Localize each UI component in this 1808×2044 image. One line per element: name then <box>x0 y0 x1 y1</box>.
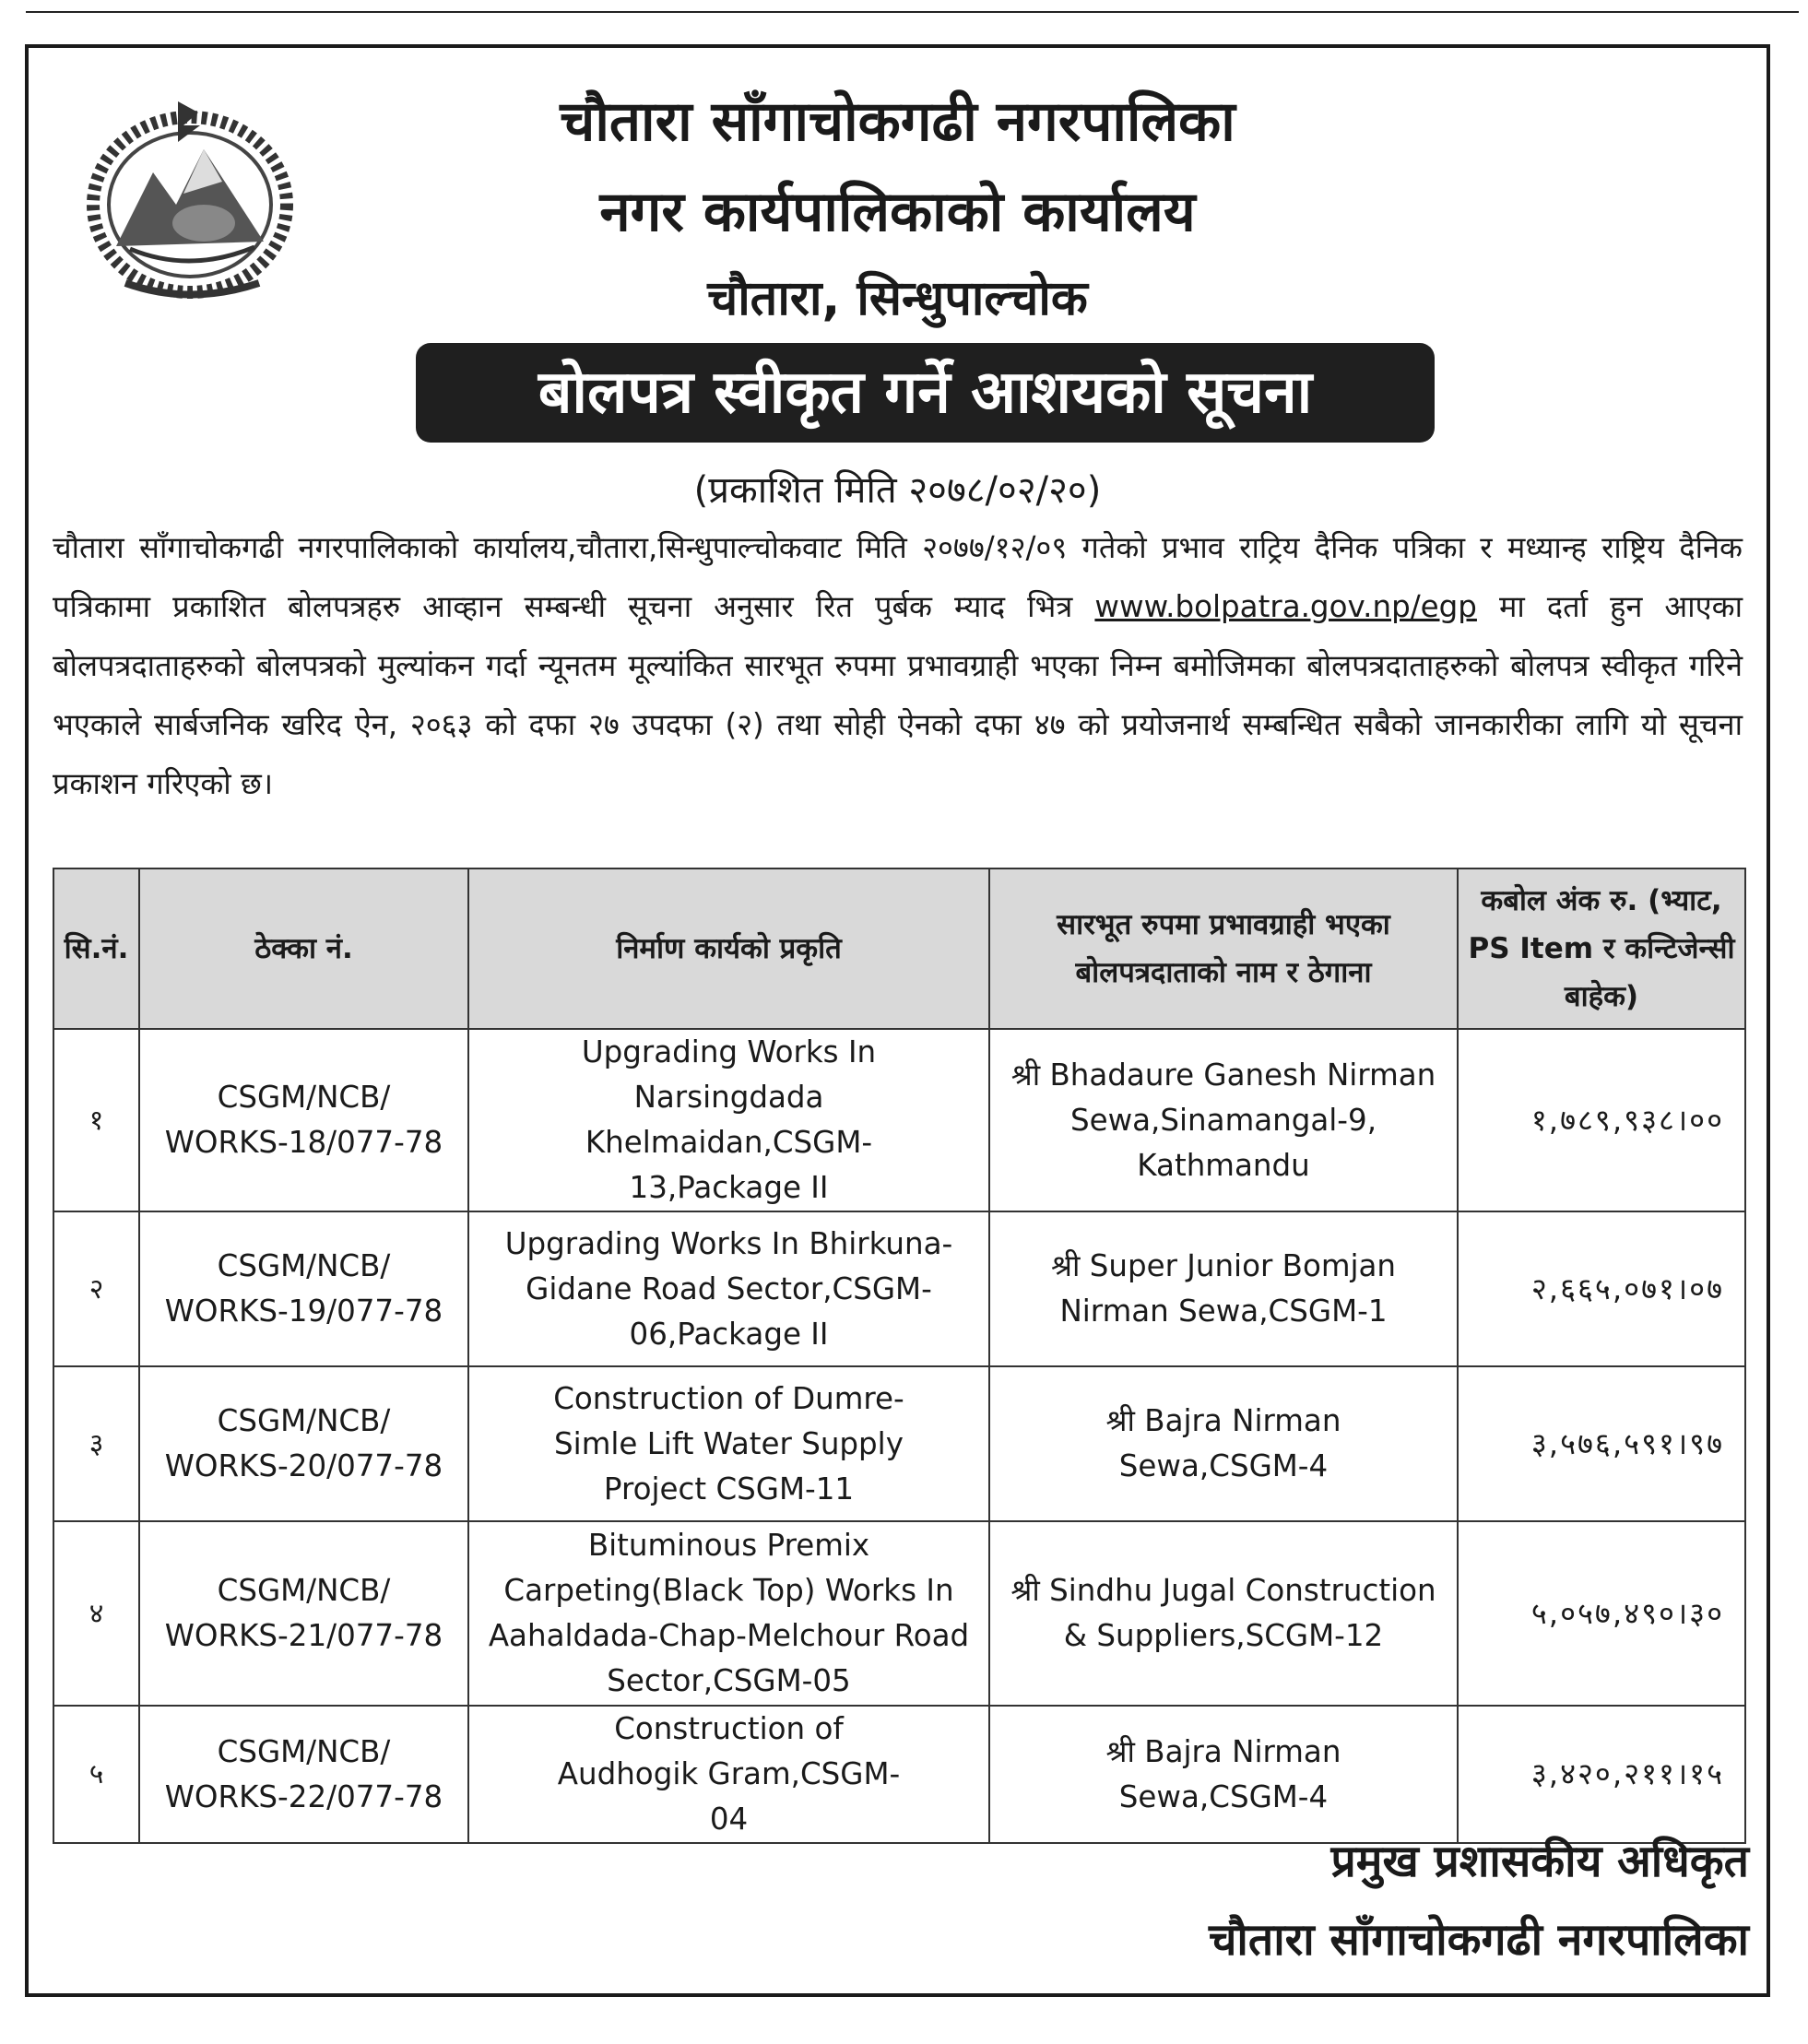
row-work: Construction of Audhogik Gram,CSGM-04 <box>468 1706 989 1843</box>
row-work: Construction of Dumre-Simle Lift Water Supply Project CSGM-11 <box>468 1366 989 1521</box>
notice-body <box>53 518 1743 813</box>
contract-line1: CSGM/NCB/ <box>217 1403 391 1438</box>
row-contract-no <box>139 1366 468 1521</box>
row-amount: १,७८९,९३८।०० <box>1458 1029 1745 1211</box>
header-contract-no: ठेक्का नं. <box>139 868 468 1029</box>
row-bidder: श्री Bhadaure Ganesh Nirman Sewa,Sinamangal-9, Kathmandu <box>989 1029 1458 1211</box>
egp-link[interactable]: www.bolpatra.gov.np/egp <box>1094 589 1477 624</box>
row-amount: ३,४२०,२११।१५ <box>1458 1706 1745 1843</box>
header-amount-line1: कबोल अंक रु. (भ्याट, <box>1481 884 1722 917</box>
row-amount: ३,५७६,५९१।९७ <box>1458 1366 1745 1521</box>
bid-acceptance-table <box>53 868 1746 1844</box>
table-header-row <box>53 868 1745 1029</box>
office-location: चौतारा, सिन्धुपाल्चोक <box>707 271 1088 326</box>
contract-line2: WORKS-20/077-78 <box>164 1448 443 1483</box>
notice-title-banner: बोलपत्र स्वीकृत गर्ने आशयको सूचना <box>416 343 1435 443</box>
row-work: Upgrading Works In Narsingdada Khelmaidan,CSGM-13,Package II <box>468 1029 989 1211</box>
contract-line2: WORKS-18/077-78 <box>164 1125 443 1160</box>
signatory-office: चौतारा साँगाचोकगढी नगरपालिका <box>1208 1914 1749 1966</box>
notice-body-part2: मा दर्ता हुन आएका बोलपत्रदाताहरुको बोलपत्रको मुल्यांकन गर्दा न्यूनतम मूल्यांकित सारभूत रुपमा प्रभावग्राही भएका निम्न बमोजिमका बोलपत्रदाताहरुको बोलपत्र स्वीकृत गरिने भएकाले सार्बजनिक खरिद ऐन, २०६३ को दफा २७ उपदफा (२) तथा सोही ऐनको दफा ४७ को प्रयोजनार्थ सम्बन्धित सबैको जानकारीका लागि यो सूचना प्रकाशन गरिएको छ। <box>53 589 1743 801</box>
row-sn: २ <box>53 1211 139 1366</box>
contract-line2: WORKS-21/077-78 <box>164 1618 443 1653</box>
municipality-name: चौतारा साँगाचोकगढी नगरपालिका <box>560 89 1235 154</box>
table-row <box>53 1521 1745 1706</box>
notice-frame <box>25 44 1770 1997</box>
header-bidder <box>989 868 1458 1029</box>
row-sn: १ <box>53 1029 139 1211</box>
header-amount-line2: PS Item र <box>1468 932 1615 965</box>
office-name: नगर कार्यपालिकाको कार्यालय <box>599 180 1196 244</box>
row-contract-no <box>139 1521 468 1706</box>
header-bidder-line2: बोलपत्रदाताको नाम र ठेगाना <box>1075 956 1372 989</box>
table-row <box>53 1706 1745 1843</box>
table-row <box>53 1029 1745 1211</box>
row-contract-no <box>139 1211 468 1366</box>
notice-body-part1: चौतारा साँगाचोकगढी नगरपालिकाको कार्यालय,चौतारा,सिन्धुपाल्चोकवाट मिति २०७७/१२/०९ गतेको प्रभाव राट्रिय दैनिक पत्रिका र मध्यान्ह राष्ट्रिय दैनिक पत्रिकामा प्रकाशित बोलपत्रहरु आव्हान सम्बन्धी सूचना अनुसार रित पुर्बक म्याद भित्र <box>53 530 1743 624</box>
row-bidder: श्री Super Junior Bomjan Nirman Sewa,CSGM-1 <box>989 1211 1458 1366</box>
contract-line1: CSGM/NCB/ <box>217 1080 391 1115</box>
row-work: Upgrading Works In Bhirkuna-Gidane Road Sector,CSGM-06,Package II <box>468 1211 989 1366</box>
row-contract-no <box>139 1029 468 1211</box>
header-amount-line3: कन्टिजेन्सी बाहेक) <box>1564 932 1735 1013</box>
contract-line1: CSGM/NCB/ <box>217 1573 391 1608</box>
header-amount <box>1458 868 1745 1029</box>
publication-date: (प्रकाशित मिति २०७८/०२/२०) <box>693 469 1102 512</box>
header-work-nature: निर्माण कार्यको प्रकृति <box>468 868 989 1029</box>
row-bidder: श्री Bajra Nirman Sewa,CSGM-4 <box>989 1366 1458 1521</box>
contract-line2: WORKS-22/077-78 <box>164 1778 443 1814</box>
contract-line1: CSGM/NCB/ <box>217 1248 391 1283</box>
row-contract-no <box>139 1706 468 1843</box>
row-amount: ५,०५७,४९०।३० <box>1458 1521 1745 1706</box>
top-rule <box>26 11 1799 13</box>
table-row <box>53 1366 1745 1521</box>
header-bidder-line1: सारभूत रुपमा प्रभावग्राही भएका <box>1057 908 1390 941</box>
row-work: Bituminous Premix Carpeting(Black Top) Works In Aahaldada-Chap-Melchour Road Sector,CSGM-05 <box>468 1521 989 1706</box>
header-sn: सि.नं. <box>53 868 139 1029</box>
contract-line2: WORKS-19/077-78 <box>164 1294 443 1329</box>
row-bidder: श्री Sindhu Jugal Construction & Suppliers,SCGM-12 <box>989 1521 1458 1706</box>
row-amount: २,६६५,०७१।०७ <box>1458 1211 1745 1366</box>
row-bidder: श्री Bajra Nirman Sewa,CSGM-4 <box>989 1706 1458 1843</box>
row-sn: ५ <box>53 1706 139 1843</box>
table-row <box>53 1211 1745 1366</box>
contract-line1: CSGM/NCB/ <box>217 1733 391 1769</box>
signatory-title: प्रमुख प्रशासकीय अधिकृत <box>1330 1836 1749 1887</box>
row-sn: ४ <box>53 1521 139 1706</box>
row-sn: ३ <box>53 1366 139 1521</box>
